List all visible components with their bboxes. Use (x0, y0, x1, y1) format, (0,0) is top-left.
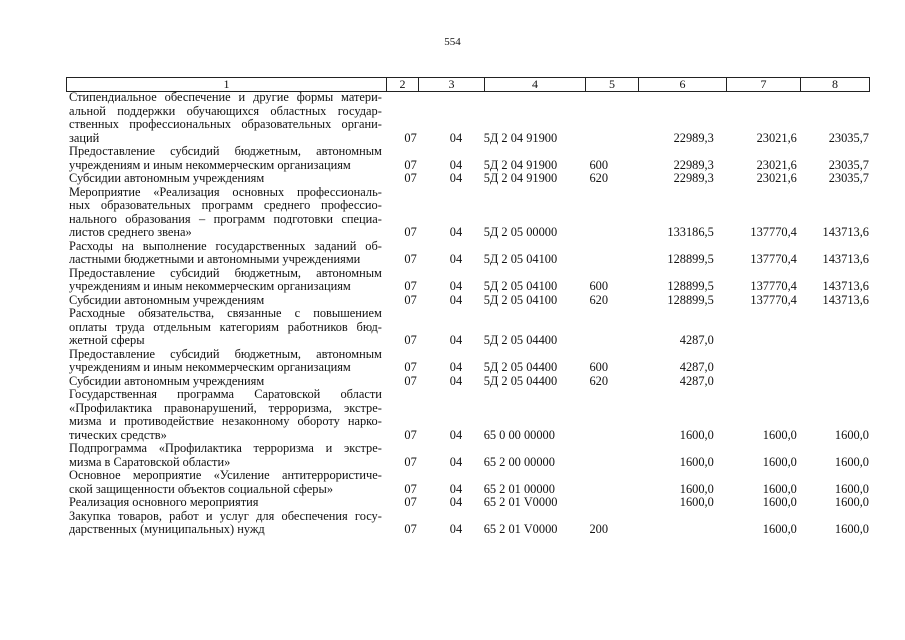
table-row (66, 307, 869, 348)
expense-type: 200 (589, 522, 609, 536)
header-col-3: 3 (419, 78, 485, 91)
row-description (66, 307, 382, 348)
header-col-5: 5 (586, 78, 639, 91)
amount-col-7: 23021,6 (756, 171, 797, 185)
row-description (66, 294, 382, 308)
description-line: листов среднего звена» (69, 225, 192, 239)
target-article: 5Д 2 05 04400 (483, 360, 558, 374)
header-col-2: 2 (387, 78, 419, 91)
description-line: Субсидии автономным учреждениям (69, 373, 265, 388)
description-line: заций (69, 130, 100, 145)
section-code: 07 (404, 292, 417, 307)
amount-col-6: 22989,3 (673, 130, 714, 145)
description-line: мизма и противодействие незаконному обороту нарко- (69, 414, 382, 428)
header-col-4: 4 (485, 78, 586, 91)
row-description (66, 469, 382, 496)
amount-col-7: 1600,0 (762, 481, 797, 496)
table-row (66, 240, 869, 267)
amount-col-7: 137770,4 (750, 279, 797, 293)
target-article: 5Д 2 05 04400 (483, 333, 558, 347)
description-line: оплаты труда отдельным категориям работников бюд- (69, 319, 382, 334)
row-description (66, 186, 382, 240)
amount-col-8: 143713,6 (822, 279, 869, 293)
amount-col-6: 4287,0 (679, 373, 714, 388)
section-code: 07 (404, 427, 417, 442)
amount-col-8: 23035,7 (828, 130, 869, 145)
section-code: 07 (404, 333, 417, 347)
description-line: Субсидии автономным учреждениям (69, 171, 265, 185)
amount-col-8: 1600,0 (834, 454, 869, 469)
amount-col-7: 1600,0 (762, 427, 797, 442)
amount-col-8: 1600,0 (834, 481, 869, 496)
subsection-code: 04 (449, 333, 463, 347)
table-row (66, 388, 869, 442)
description-line: Закупка товаров, работ и услуг для обеспечения госу- (69, 508, 382, 523)
table-row (66, 510, 869, 537)
amount-col-8: 1600,0 (834, 495, 869, 509)
section-code: 07 (404, 373, 417, 388)
target-article: 5Д 2 05 04400 (483, 373, 558, 388)
amount-col-6: 128899,5 (667, 292, 714, 307)
target-article: 5Д 2 05 00000 (483, 225, 558, 239)
table-row (66, 267, 869, 294)
expense-type: 600 (589, 279, 609, 293)
target-article: 5Д 2 05 04100 (483, 292, 558, 307)
description-line: ных образовательных программ среднего профессио- (69, 198, 382, 212)
expense-type: 620 (589, 171, 609, 185)
target-article: 5Д 2 05 04100 (483, 279, 558, 293)
table-row (66, 442, 869, 469)
description-line: Субсидии автономным учреждениям (69, 292, 265, 307)
target-article: 65 0 00 00000 (483, 427, 555, 442)
description-line: ственных профессиональных образовательных органи- (69, 117, 382, 131)
row-description (66, 145, 382, 172)
description-line: учреждениям и иным некоммерческим организациям (69, 279, 351, 293)
expense-type: 600 (589, 360, 609, 374)
section-code: 07 (404, 481, 417, 496)
description-line: Расходные обязательства, связанные с повышением (69, 306, 382, 320)
expense-type: 600 (589, 157, 609, 172)
amount-col-6: 1600,0 (679, 495, 714, 509)
description-line: Государственная программа Саратовской области (69, 387, 382, 401)
header-col-1: 1 (67, 78, 387, 91)
description-line: тических средств» (69, 427, 167, 442)
table-row (66, 496, 869, 510)
row-description (66, 172, 382, 186)
amount-col-8: 143713,6 (822, 252, 869, 266)
row-description (66, 375, 382, 389)
row-description (66, 240, 382, 267)
subsection-code: 04 (449, 373, 463, 388)
description-line: ской защищенности объектов социальной сферы» (69, 481, 334, 496)
amount-col-6: 4287,0 (679, 360, 714, 374)
target-article: 65 2 01 V0000 (483, 495, 558, 509)
subsection-code: 04 (449, 292, 463, 307)
expense-type: 620 (589, 373, 609, 388)
section-code: 07 (404, 495, 417, 509)
table-row (66, 145, 869, 172)
amount-col-6: 22989,3 (673, 157, 714, 172)
target-article: 65 2 01 00000 (483, 481, 555, 496)
amount-col-7: 137770,4 (750, 252, 797, 266)
amount-col-7: 23021,6 (756, 157, 797, 172)
subsection-code: 04 (449, 481, 463, 496)
subsection-code: 04 (449, 427, 463, 442)
table-row (66, 186, 869, 240)
target-article: 5Д 2 04 91900 (483, 171, 558, 185)
amount-col-8: 143713,6 (822, 292, 869, 307)
description-line: нального образования – программ подготовки специа- (69, 211, 382, 226)
section-code: 07 (404, 279, 417, 293)
subsection-code: 04 (449, 495, 463, 509)
page-number: 554 (444, 36, 461, 48)
target-article: 5Д 2 04 91900 (483, 130, 558, 145)
amount-col-8: 1600,0 (834, 522, 869, 536)
amount-col-7: 1600,0 (762, 522, 797, 536)
subsection-code: 04 (449, 360, 463, 374)
amount-col-6: 4287,0 (679, 333, 714, 347)
section-code: 07 (404, 454, 417, 469)
header-col-8: 8 (832, 77, 838, 91)
subsection-code: 04 (449, 157, 463, 172)
row-description (66, 348, 382, 375)
row-description (66, 91, 382, 145)
row-description (66, 442, 382, 469)
description-line: Предоставление субсидий бюджетным, автономным (69, 346, 382, 361)
amount-col-6: 128899,5 (667, 252, 714, 266)
target-article: 65 2 01 V0000 (483, 522, 558, 536)
description-line: Расходы на выполнение государственных заданий об- (69, 238, 382, 253)
description-line: альной поддержки обучающихся областных государ- (69, 103, 382, 118)
table-row (66, 469, 869, 496)
amount-col-7: 1600,0 (762, 454, 797, 469)
section-code: 07 (404, 522, 417, 536)
subsection-code: 04 (449, 522, 463, 536)
amount-col-6: 1600,0 (679, 427, 714, 442)
description-line: ластными бюджетными и автономными учреждениями (69, 252, 361, 266)
header-col-7: 7 (727, 78, 801, 91)
expense-type: 620 (589, 292, 609, 307)
amount-col-8: 1600,0 (834, 427, 869, 442)
subsection-code: 04 (449, 225, 463, 239)
section-code: 07 (404, 360, 417, 374)
budget-table-body (66, 91, 869, 537)
target-article: 5Д 2 04 91900 (483, 157, 558, 172)
description-line: Подпрограмма «Профилактика терроризма и экстре- (69, 441, 382, 455)
description-line: жетной сферы (69, 333, 145, 347)
section-code: 07 (404, 225, 417, 239)
description-line: учреждениям и иным некоммерческим организациям (69, 157, 351, 172)
row-description (66, 388, 382, 442)
subsection-code: 04 (449, 454, 463, 469)
section-code: 07 (404, 252, 417, 266)
amount-col-8: 23035,7 (828, 157, 869, 172)
description-line: Мероприятие «Реализация основных профессиональ- (69, 184, 382, 199)
description-line: Стипендиальное обеспечение и другие формы матери- (69, 90, 382, 104)
section-code: 07 (404, 157, 417, 172)
description-line: Реализация основного мероприятия (69, 495, 259, 509)
subsection-code: 04 (449, 279, 463, 293)
description-line: «Профилактика правонарушений, терроризма, экстре- (69, 400, 382, 415)
amount-col-8: 143713,6 (822, 225, 869, 239)
amount-col-6: 1600,0 (679, 454, 714, 469)
description-line: Предоставление субсидий бюджетным, автономным (69, 144, 382, 158)
subsection-code: 04 (449, 252, 463, 266)
subsection-code: 04 (449, 130, 463, 145)
section-code: 07 (404, 130, 417, 145)
description-line: мизма в Саратовской области» (69, 454, 231, 469)
table-row (66, 348, 869, 375)
table-row (66, 375, 869, 389)
section-code: 07 (404, 171, 417, 185)
amount-col-7: 23021,6 (756, 130, 797, 145)
subsection-code: 04 (449, 171, 463, 185)
table-row (66, 172, 869, 186)
row-description (66, 496, 382, 510)
description-line: дарственных (муниципальных) нужд (69, 522, 265, 536)
table-row (66, 294, 869, 308)
row-description (66, 267, 382, 294)
description-line: учреждениям и иным некоммерческим организациям (69, 360, 351, 374)
amount-col-6: 1600,0 (679, 481, 714, 496)
amount-col-6: 128899,5 (667, 279, 714, 293)
amount-col-7: 137770,4 (750, 292, 797, 307)
target-article: 65 2 00 00000 (483, 454, 555, 469)
row-description (66, 510, 382, 537)
target-article: 5Д 2 05 04100 (483, 252, 558, 266)
description-line: Основное мероприятие «Усиление антитеррористиче- (69, 468, 382, 482)
description-line: Предоставление субсидий бюджетным, автономным (69, 265, 382, 280)
amount-col-6: 133186,5 (667, 225, 714, 239)
table-row (66, 91, 869, 145)
amount-col-7: 137770,4 (750, 225, 797, 239)
amount-col-7: 1600,0 (762, 495, 797, 509)
amount-col-6: 22989,3 (673, 171, 714, 185)
amount-col-8: 23035,7 (828, 171, 869, 185)
header-col-6: 6 (639, 78, 727, 91)
